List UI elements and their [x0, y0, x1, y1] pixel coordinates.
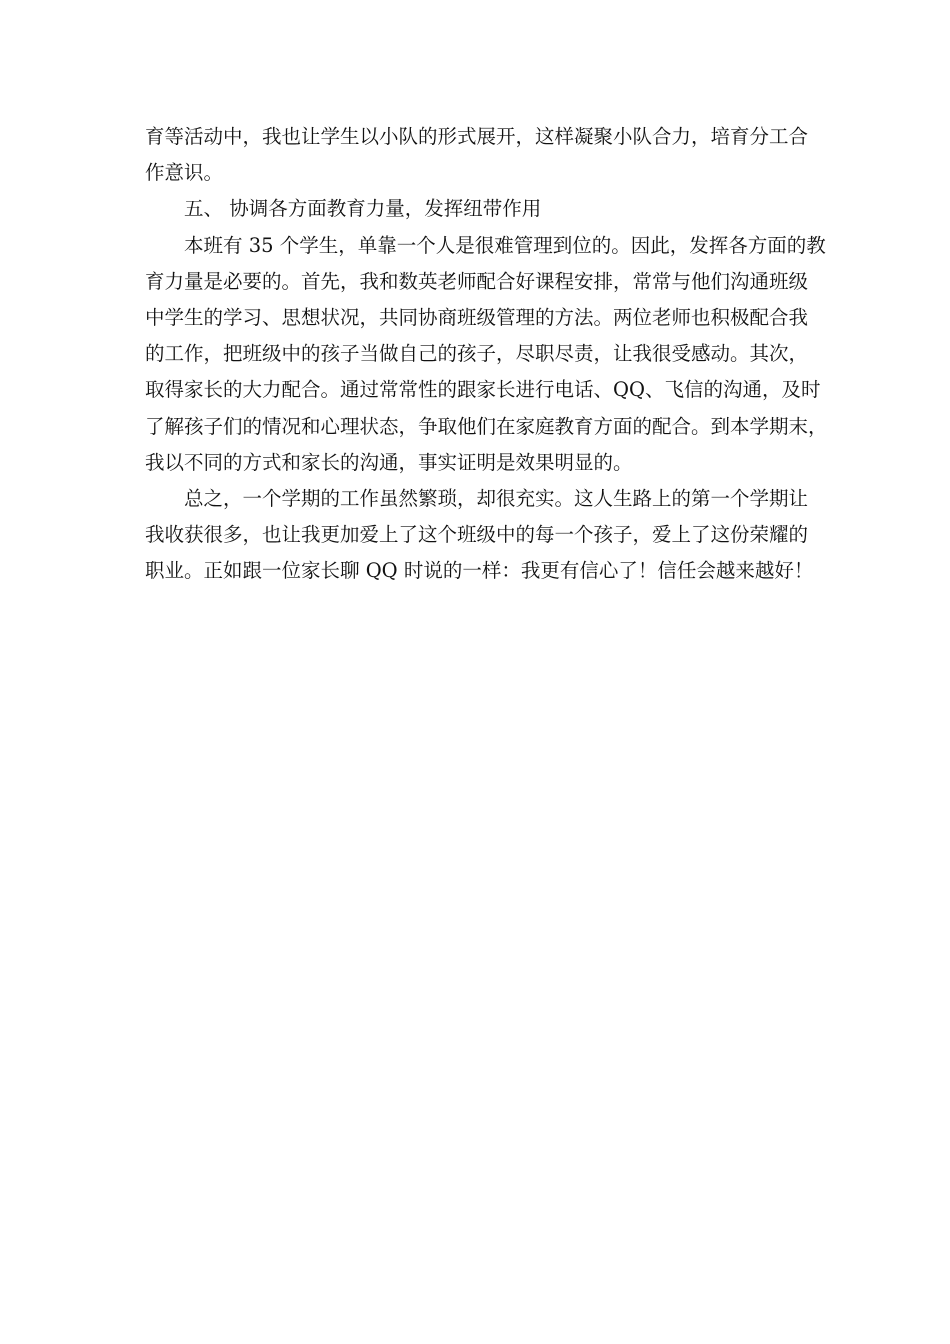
text-line: 的工作，把班级中的孩子当做自己的孩子，尽职尽责，让我很受感动。其次， [145, 342, 809, 366]
section-heading-5 [145, 191, 805, 227]
text-line: 本班有 35 个学生，单靠一个人是很难管理到位的。因此，发挥各方面的教 [184, 233, 826, 257]
heading-line: 五、 协调各方面教育力量，发挥纽带作用 [184, 197, 542, 221]
text-line: 取得家长的大力配合。通过常常性的跟家长进行电话、QQ、飞信的沟通，及时 [145, 378, 821, 402]
text-line: 作意识。 [145, 161, 224, 185]
text-line: 育力量是必要的。首先，我和数英老师配合好课程安排，常常与他们沟通班级 [145, 269, 809, 293]
paragraph-continuation [145, 119, 809, 191]
text-line: 职业。正如跟一位家长聊 QQ 时说的一样：我更有信心了！信任会越来越好！ [145, 559, 814, 583]
text-line: 中学生的学习、思想状况，共同协商班级管理的方法。两位老师也积极配合我 [145, 305, 809, 329]
text-line: 我收获很多，也让我更加爱上了这个班级中的每一个孩子，爱上了这份荣耀的 [145, 523, 809, 547]
text-line: 我以不同的方式和家长的沟通，事实证明是效果明显的。 [145, 450, 633, 474]
text-line: 育等活动中，我也让学生以小队的形式展开，这样凝聚小队合力，培育分工合 [145, 125, 809, 148]
text-line: 了解孩子们的情况和心理状态，争取他们在家庭教育方面的配合。到本学期末， [145, 414, 828, 438]
paragraph-coordination [145, 228, 828, 481]
document-body [145, 119, 828, 589]
paragraph-conclusion [145, 481, 814, 590]
text-line: 总之，一个学期的工作虽然繁琐，却很充实。这人生路上的第一个学期让 [184, 486, 809, 510]
